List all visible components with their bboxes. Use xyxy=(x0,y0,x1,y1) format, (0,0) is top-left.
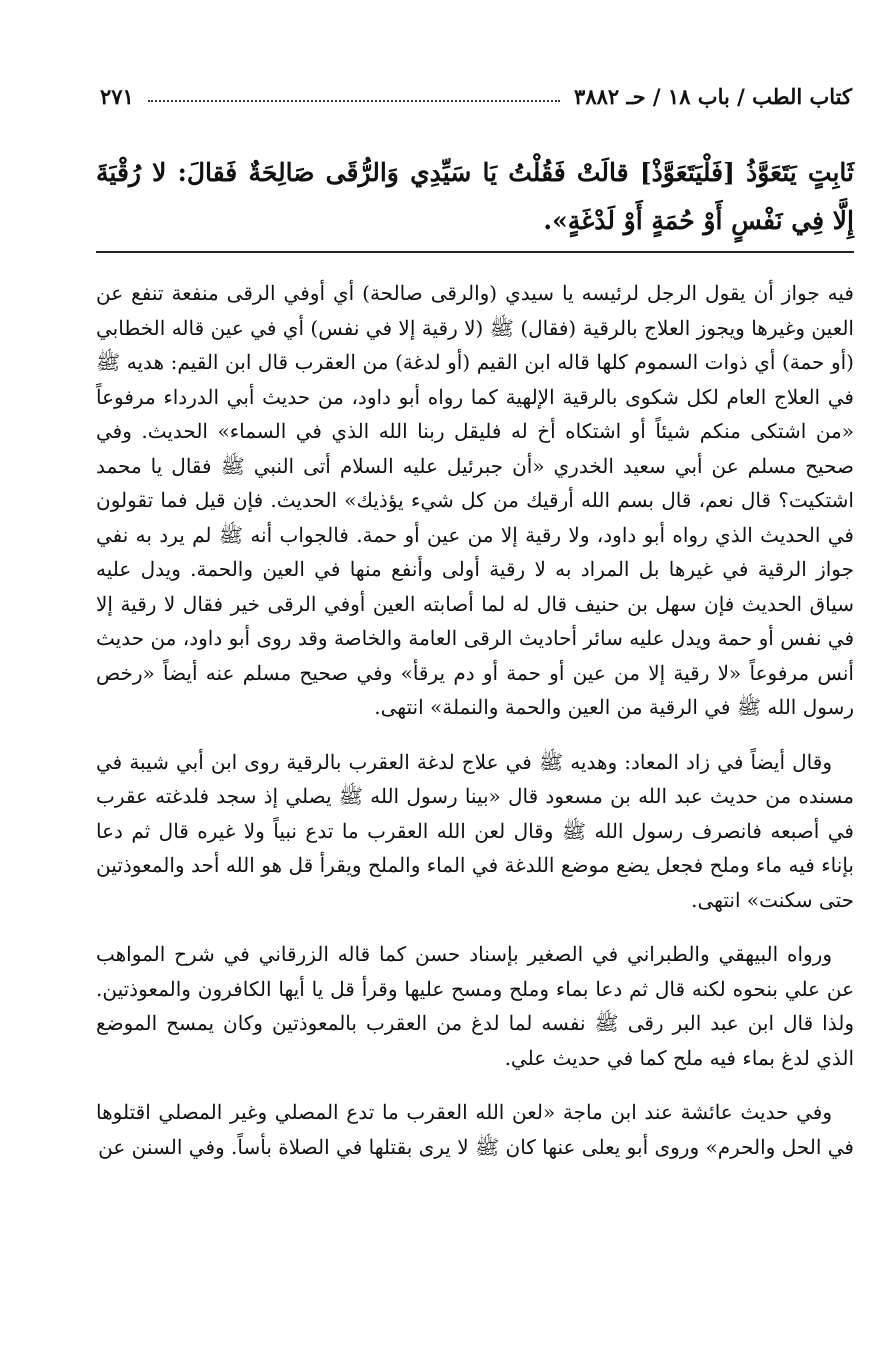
commentary-paragraph: فيه جواز أن يقول الرجل لرئيسه يا سيدي (والرقى صالحة) أي أوفي الرقى منفعة تنفع عن العين وغيرها ويجوز العلاج بالرقية (فقال) ﷺ (لا رقية إلا في نفس) أي في عين قاله الخطابي (أو حمة) أي ذوات السموم كلها قاله ابن القيم (أو لدغة) من العقرب قال ابن القيم: هديه ﷺ في العلاج العام لكل شكوى بالرقية الإلهية كما رواه أبو داود، من حديث أبي الدرداء مرفوعاً «من اشتكى منكم شيئاً أو اشتكاه أخ له فليقل ربنا الله الذي في السماء» الحديث. وفي صحيح مسلم عن أبي سعيد الخدري «أن جبرئيل عليه السلام أتى النبي ﷺ فقال يا محمد اشتكيت؟ قال نعم، قال بسم الله أرقيك من كل شيء يؤذيك» الحديث. فإن قيل فما تقولون في الحديث الذي رواه أبو داود، ولا رقية إلا من عين أو حمة. فالجواب أنه ﷺ لم يرد به نفي جواز الرقية في غيرها بل المراد به لا رقية أولى وأنفع منها في العين والحمة. ويدل عليه سياق الحديث فإن سهل بن حنيف قال له لما أصابته العين أوفي الرقى خير فقال لا رقية إلا في نفس أو حمة ويدل عليه سائر أحاديث الرقى العامة والخاصة وقد روى أبو داود، من حديث أنس مرفوعاً «لا رقية إلا من عين أو حمة أو دم يرقأ» وفي صحيح مسلم عنه أيضاً «رخص رسول الله ﷺ في الرقية من العين والحمة والنملة» انتهى. xyxy=(96,281,854,719)
commentary-paragraph: وفي حديث عائشة عند ابن ماجة «لعن الله العقرب ما تدع المصلي وغير المصلي اقتلوها في الحل والحرم» وروى أبو يعلى عنها كان ﷺ لا يرى بقتلها في الصلاة بأساً. وفي السنن عن xyxy=(96,1100,854,1159)
hadith-text: ثَابِتٍ يَتَعَوَّذُ [فَلْيَتَعَوَّذْ] قالَتْ فَقُلْتُ يَا سَيِّدِي وَالرُّقَى صَالِحَةٌ فَقالَ: لا رُقْيَةَ إِلَّا فِي نَفْسٍ أَوْ حُمَةٍ أَوْ لَدْغَةٍ». xyxy=(96,158,854,235)
section-divider xyxy=(96,251,854,253)
page-header xyxy=(100,78,852,114)
commentary xyxy=(96,276,854,1164)
page-number: ٢٧١ xyxy=(100,83,134,109)
commentary-paragraph: وقال أيضاً في زاد المعاد: وهديه ﷺ في علاج لدغة العقرب بالرقية روى ابن أبي شيبة في مسنده من حديث عبد الله بن مسعود قال «بينا رسول الله ﷺ يصلي إذ سجد فلدغته عقرب في أصبعه فانصرف رسول الله ﷺ وقال لعن الله العقرب ما تدع نبياً ولا غيره قال ثم دعا بإناء فيه ماء وملح فجعل يضع موضع اللدغة في الماء والملح ويقرأ قل هو الله أحد والمعوذتين حتى سكنت» انتهى. xyxy=(96,749,854,912)
header-dots xyxy=(148,90,560,102)
book-info: كتاب الطب / باب ١٨ / حـ ٣٨٨٢ xyxy=(574,83,852,109)
commentary-paragraph: ورواه البيهقي والطبراني في الصغير بإسناد حسن كما قاله الزرقاني في شرح المواهب عن علي بنحوه لكنه قال ثم دعا بماء وملح ومسح عليها وقرأ قل يا أيها الكافرون والمعوذتين. ولذا قال ابن عبد البر رقى ﷺ نفسه لما لدغ من العقرب بالمعوذتين وكان يمسح الموضع الذي لدغ بماء فيه ملح كما في حديث علي. xyxy=(96,942,854,1070)
